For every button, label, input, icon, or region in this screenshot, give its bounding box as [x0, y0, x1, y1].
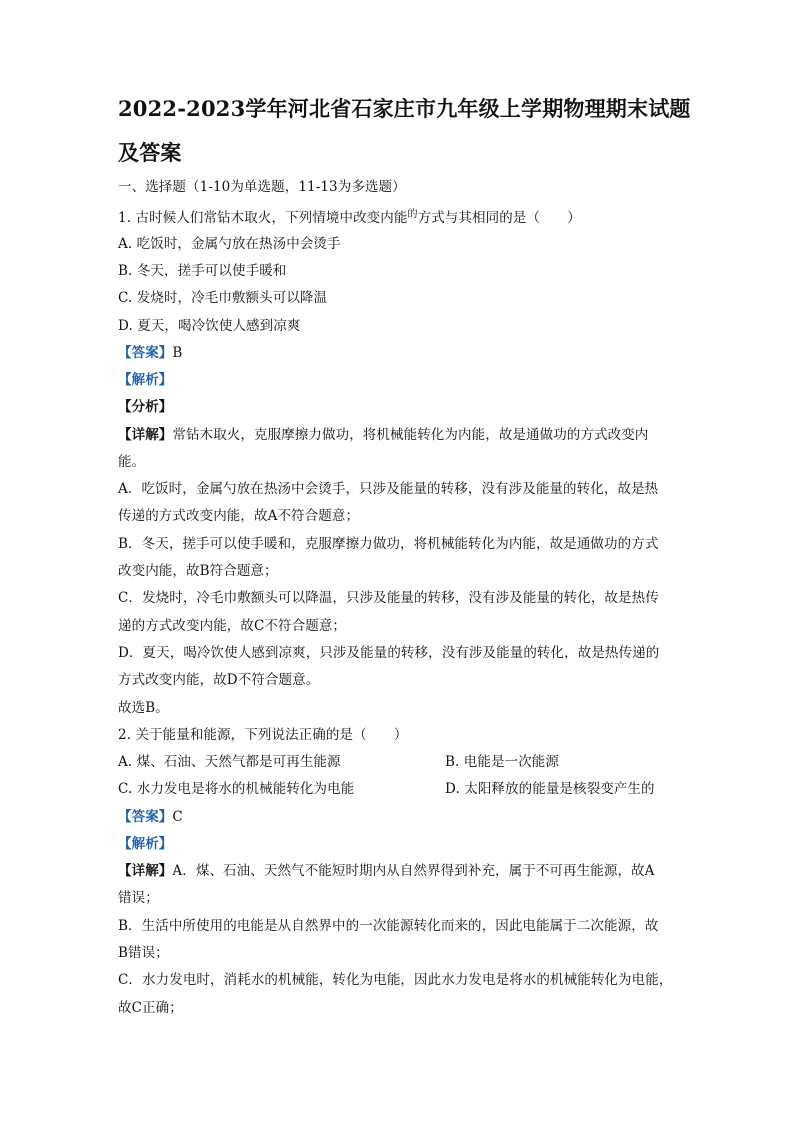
section-heading: 一、选择题（1-10为单选题，11-13为多选题）: [118, 179, 406, 195]
document-title-line-1: 2022-2023学年河北省石家庄市九年级上学期物理期末试题: [118, 96, 691, 121]
question-2-option-d: D. 太阳释放的能量是核裂变产生的: [445, 781, 655, 797]
question-2-answer: [118, 811, 183, 825]
question-1-detail-line-6: 改变内能，故B符合题意；: [118, 563, 278, 579]
detail-tag: 【详解】: [118, 427, 173, 443]
question-1-stem-sup: 的: [407, 209, 418, 220]
detail-text: A．煤、石油、天然气不能短时期内从自然界得到补充，属于不可再生能源，故A: [172, 863, 655, 879]
question-2-detail-line-6: 故C正确；: [118, 1000, 183, 1016]
question-1-detail-line-2: 能。: [118, 454, 146, 470]
question-1-detail-line-5: B．冬天，搓手可以使手暖和，克服摩擦力做功，将机械能转化为内能，故是通做功的方式: [118, 536, 659, 552]
question-2-option-a: A. 煤、石油、天然气都是可再生能源: [118, 754, 341, 770]
answer-value: C: [172, 809, 183, 825]
question-1-analysis-tag: 【解析】: [118, 372, 173, 388]
question-1-option-b: B. 冬天，搓手可以使手暖和: [118, 263, 287, 279]
question-1-fenxi-tag: 【分析】: [118, 399, 173, 415]
question-1-option-d: D. 夏天，喝冷饮使人感到凉爽: [118, 318, 301, 334]
detail-text: 常钻木取火，克服摩擦力做功，将机械能转化为内能，故是通做功的方式改变内: [172, 427, 649, 443]
question-2-detail-line-1: [118, 865, 655, 879]
question-1-detail-line-10: 方式改变内能，故D不符合题意。: [118, 672, 320, 688]
question-1-option-c: C. 发烧时，冷毛巾敷额头可以降温: [118, 290, 328, 306]
detail-tag: 【详解】: [118, 863, 173, 879]
question-1-detail-line-8: 递的方式改变内能，故C不符合题意；: [118, 618, 347, 634]
answer-value: B: [172, 345, 183, 361]
question-1-stem: [118, 209, 581, 226]
question-2-detail-line-5: C．水力发电时，消耗水的机械能，转化为电能，因此水力发电是将水的机械能转化为电能，: [118, 972, 673, 988]
question-2-detail-line-3: B．生活中所使用的电能是从自然界中的一次能源转化而来的，因此电能属于二次能源，故: [118, 918, 659, 934]
question-1-stem-before: 1. 古时候人们常钻木取火，下列情境中改变内能: [118, 210, 408, 226]
answer-tag: 【答案】: [118, 345, 173, 361]
question-1-detail-line-1: [118, 429, 648, 443]
question-1-detail-line-4: 传递的方式改变内能，故A不符合题意；: [118, 508, 360, 524]
answer-tag: 【答案】: [118, 809, 173, 825]
document-title-line-2: 及答案: [118, 140, 182, 165]
question-1-answer: [118, 347, 182, 361]
question-1-option-a: A. 吃饭时，金属勺放在热汤中会烫手: [118, 236, 341, 252]
question-2-stem: 2. 关于能量和能源，下列说法正确的是（ ）: [118, 727, 408, 743]
question-2-detail-line-2: 错误；: [118, 890, 159, 906]
question-2-detail-line-4: B错误；: [118, 945, 169, 961]
question-1-detail-line-7: C．发烧时，冷毛巾敷额头可以降温，只涉及能量的转移，没有涉及能量的转化，故是热传: [118, 590, 659, 606]
question-1-stem-after: 方式与其相同的是（ ）: [417, 210, 581, 226]
question-2-analysis-tag: 【解析】: [118, 836, 173, 852]
question-1-detail-line-9: D．夏天，喝冷饮使人感到凉爽，只涉及能量的转移，没有涉及能量的转化，故是热传递的: [118, 645, 660, 661]
question-2-option-c: C. 水力发电是将水的机械能转化为电能: [118, 781, 355, 797]
question-1-detail-line-3: A．吃饭时，金属勺放在热汤中会烫手，只涉及能量的转移，没有涉及能量的转化，故是热: [118, 481, 659, 497]
question-2-option-b: B. 电能是一次能源: [445, 754, 560, 770]
question-1-conclusion: 故选B。: [118, 700, 169, 716]
